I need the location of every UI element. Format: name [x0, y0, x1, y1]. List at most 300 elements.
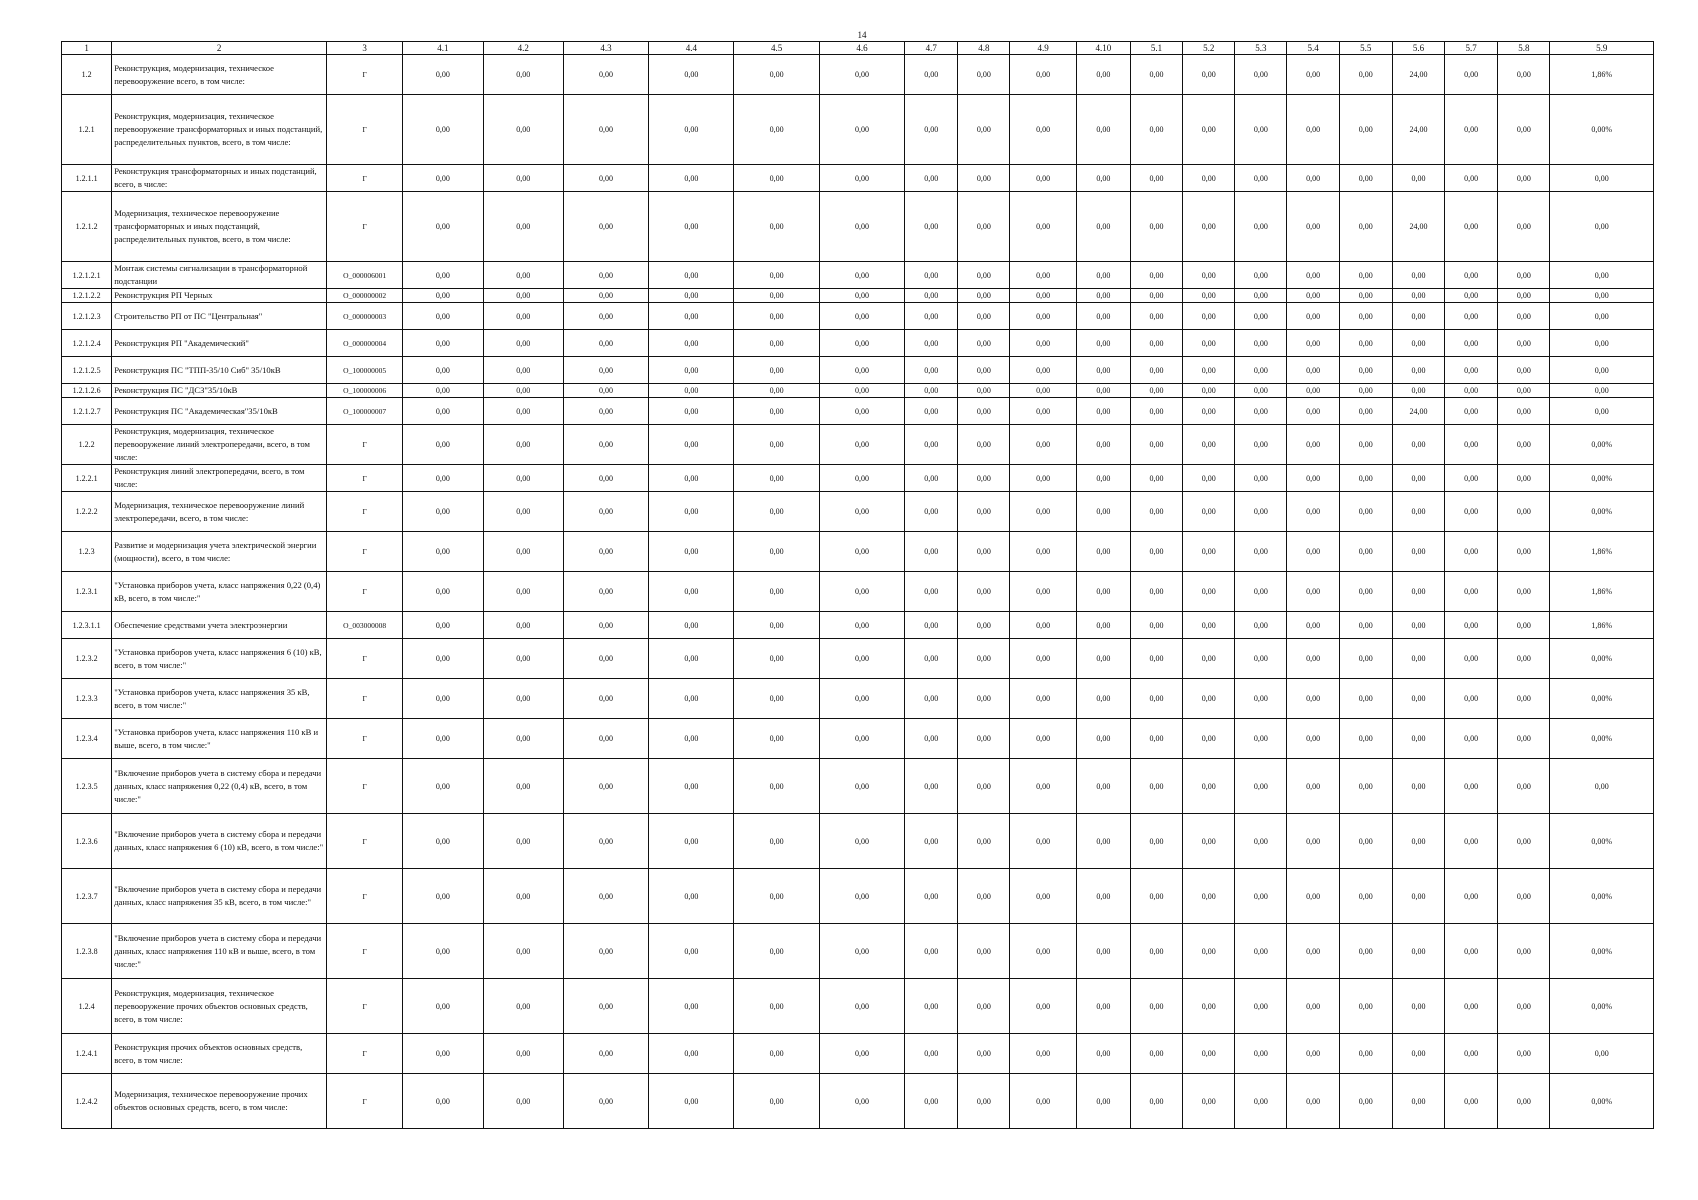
value-cell: 0,00	[563, 303, 648, 330]
row-number-cell: 1.2.1.2.4	[62, 330, 112, 357]
value-cell: 0,00	[649, 425, 734, 465]
row-code-cell: Г	[326, 639, 402, 679]
column-header: 1	[62, 42, 112, 55]
value-cell: 0,00	[483, 465, 563, 492]
row-number-cell: 1.2.3.2	[62, 639, 112, 679]
value-cell: 0,00	[1445, 289, 1498, 303]
value-cell: 0,00	[1010, 979, 1076, 1034]
value-cell: 0,00	[1235, 924, 1287, 979]
value-cell: 0,00	[1445, 192, 1498, 262]
value-cell: 0,00	[649, 924, 734, 979]
value-cell: 0,00	[1076, 814, 1130, 869]
value-cell: 0,00	[1287, 330, 1339, 357]
value-cell: 0,00	[649, 814, 734, 869]
value-cell: 0,00	[1076, 924, 1130, 979]
row-code-cell: О_100000007	[326, 398, 402, 425]
row-code-cell: О_000000003	[326, 303, 402, 330]
value-cell: 0,00	[819, 869, 904, 924]
value-cell: 0,00	[1445, 303, 1498, 330]
value-cell: 0,00	[1183, 759, 1235, 814]
value-cell: 0,00	[958, 357, 1010, 384]
row-name-cell: Модернизация, техническое перевооружение прочих объектов основных средств, всего, в том числе:	[112, 1074, 327, 1129]
value-cell: 0,00	[1445, 95, 1498, 165]
value-cell: 0,00	[483, 639, 563, 679]
value-cell: 0,00	[403, 357, 483, 384]
value-cell: 0,00	[1339, 814, 1392, 869]
value-cell: 0,00	[1130, 289, 1182, 303]
value-cell: 0,00	[1235, 465, 1287, 492]
row-code-cell: Г	[326, 165, 402, 192]
value-cell: 0,00	[1235, 719, 1287, 759]
value-cell: 0,00	[403, 330, 483, 357]
row-name-cell: Монтаж системы сигнализации в трансформаторной подстанции	[112, 262, 327, 289]
value-cell: 0,00	[1445, 165, 1498, 192]
value-cell: 0,00	[1130, 759, 1182, 814]
value-cell: 0,00	[1498, 869, 1550, 924]
value-cell: 0,00	[1130, 192, 1182, 262]
value-cell: 0,00	[905, 330, 958, 357]
value-cell: 0,00	[1010, 759, 1076, 814]
value-cell: 0,00	[483, 679, 563, 719]
value-cell: 0,00	[1235, 262, 1287, 289]
value-cell: 0,00	[819, 55, 904, 95]
value-cell: 0,00	[1235, 814, 1287, 869]
value-cell: 0,00	[734, 330, 819, 357]
row-code-cell: О_000000004	[326, 330, 402, 357]
row-code-cell: Г	[326, 759, 402, 814]
value-cell: 0,00	[403, 1074, 483, 1129]
value-cell: 0,00	[734, 384, 819, 398]
value-cell: 0,00	[563, 814, 648, 869]
value-cell: 0,00	[1183, 1034, 1235, 1074]
value-cell: 0,00	[563, 425, 648, 465]
value-cell: 0,00	[1287, 192, 1339, 262]
value-cell: 0,00	[1392, 869, 1444, 924]
row-number-cell: 1.2.1	[62, 95, 112, 165]
column-header: 4.2	[483, 42, 563, 55]
value-cell: 0,00	[819, 1034, 904, 1074]
value-cell: 0,00	[1550, 165, 1654, 192]
value-cell: 0,00	[1498, 55, 1550, 95]
value-cell: 0,00	[1076, 95, 1130, 165]
value-cell: 0,00	[1130, 612, 1182, 639]
value-cell: 0,00	[1498, 303, 1550, 330]
value-cell: 0,00	[403, 924, 483, 979]
value-cell: 0,00	[649, 165, 734, 192]
value-cell: 0,00	[905, 425, 958, 465]
value-cell: 0,00	[1287, 492, 1339, 532]
value-cell: 0,00	[958, 303, 1010, 330]
value-cell: 0,00	[1076, 612, 1130, 639]
value-cell: 0,00	[403, 303, 483, 330]
value-cell: 0,00	[1235, 289, 1287, 303]
value-cell: 0,00	[483, 979, 563, 1034]
value-cell: 0,00	[1130, 924, 1182, 979]
value-cell: 24,00	[1392, 95, 1444, 165]
value-cell: 0,00	[1498, 492, 1550, 532]
value-cell: 0,00	[1339, 869, 1392, 924]
value-cell: 0,00	[1183, 95, 1235, 165]
value-cell: 0,00	[563, 759, 648, 814]
value-cell: 0,00	[403, 262, 483, 289]
value-cell: 0,00	[1076, 262, 1130, 289]
value-cell: 0,00	[563, 55, 648, 95]
value-cell: 0,00	[905, 55, 958, 95]
value-cell: 0,00	[1287, 532, 1339, 572]
value-cell: 1,86%	[1550, 55, 1654, 95]
row-code-cell: О_100000005	[326, 357, 402, 384]
value-cell: 0,00	[1287, 869, 1339, 924]
column-header: 5.9	[1550, 42, 1654, 55]
value-cell: 0,00	[483, 303, 563, 330]
value-cell: 0,00	[1183, 55, 1235, 95]
value-cell: 0,00	[649, 95, 734, 165]
value-cell: 0,00	[958, 262, 1010, 289]
value-cell: 0,00	[958, 1034, 1010, 1074]
row-number-cell: 1.2.3.3	[62, 679, 112, 719]
value-cell: 0,00	[958, 759, 1010, 814]
row-number-cell: 1.2.4.1	[62, 1034, 112, 1074]
row-name-cell: Строительство РП от ПС "Центральная"	[112, 303, 327, 330]
value-cell: 0,00	[958, 679, 1010, 719]
row-code-cell: Г	[326, 55, 402, 95]
value-cell: 0,00	[1010, 55, 1076, 95]
value-cell: 0,00	[563, 192, 648, 262]
row-number-cell: 1.2.2.2	[62, 492, 112, 532]
value-cell: 0,00	[1445, 330, 1498, 357]
table-row	[62, 679, 1654, 719]
table-row	[62, 924, 1654, 979]
value-cell: 0,00	[1010, 192, 1076, 262]
value-cell: 0,00	[958, 719, 1010, 759]
row-number-cell: 1.2.1.2.6	[62, 384, 112, 398]
value-cell: 0,00	[958, 532, 1010, 572]
value-cell: 0,00	[819, 330, 904, 357]
value-cell: 0,00	[819, 492, 904, 532]
value-cell: 0,00	[905, 492, 958, 532]
value-cell: 0,00	[905, 262, 958, 289]
value-cell: 0,00	[1445, 814, 1498, 869]
row-number-cell: 1.2.2	[62, 425, 112, 465]
table-row	[62, 1034, 1654, 1074]
value-cell: 0,00	[1235, 869, 1287, 924]
row-name-cell: Реконструкция ПС "Академическая"35/10кВ	[112, 398, 327, 425]
value-cell: 0,00	[1287, 55, 1339, 95]
value-cell: 0,00	[1445, 55, 1498, 95]
value-cell: 0,00	[1445, 425, 1498, 465]
value-cell: 0,00	[1076, 192, 1130, 262]
row-name-cell: Реконструкция линий электропередачи, всего, в том числе:	[112, 465, 327, 492]
value-cell: 0,00	[819, 759, 904, 814]
value-cell: 0,00	[905, 398, 958, 425]
value-cell: 0,00	[1287, 814, 1339, 869]
value-cell: 0,00	[1235, 532, 1287, 572]
value-cell: 0,00	[1010, 303, 1076, 330]
value-cell: 0,00	[1392, 979, 1444, 1034]
value-cell: 0,00	[649, 719, 734, 759]
table-row	[62, 869, 1654, 924]
value-cell: 0,00	[1076, 1074, 1130, 1129]
value-cell: 0,00	[1076, 532, 1130, 572]
value-cell: 0,00	[1287, 639, 1339, 679]
row-number-cell: 1.2.1.2.7	[62, 398, 112, 425]
value-cell: 0,00	[1183, 719, 1235, 759]
value-cell: 0,00	[1076, 330, 1130, 357]
value-cell: 0,00	[483, 357, 563, 384]
value-cell: 0,00	[734, 532, 819, 572]
value-cell: 0,00	[1183, 357, 1235, 384]
value-cell: 0,00	[1498, 262, 1550, 289]
value-cell: 0,00	[1183, 869, 1235, 924]
row-name-cell: Реконструкция трансформаторных и иных подстанций, всего, в числе:	[112, 165, 327, 192]
value-cell: 0,00	[1130, 572, 1182, 612]
row-code-cell: Г	[326, 979, 402, 1034]
value-cell: 0,00	[1392, 289, 1444, 303]
value-cell: 0,00	[1287, 719, 1339, 759]
value-cell: 0,00	[1287, 289, 1339, 303]
value-cell: 0,00	[734, 192, 819, 262]
value-cell: 0,00	[1076, 357, 1130, 384]
value-cell: 0,00	[1498, 425, 1550, 465]
value-cell: 0,00	[905, 869, 958, 924]
value-cell: 0,00	[1498, 814, 1550, 869]
value-cell: 0,00	[1339, 924, 1392, 979]
value-cell: 0,00	[1445, 612, 1498, 639]
value-cell: 0,00	[563, 384, 648, 398]
value-cell: 0,00	[819, 639, 904, 679]
value-cell: 0,00	[403, 492, 483, 532]
value-cell: 0,00%	[1550, 869, 1654, 924]
row-name-cell: "Включение приборов учета в систему сбора и передачи данных, класс напряжения 35 кВ, всего, в том числе:"	[112, 869, 327, 924]
value-cell: 0,00	[403, 165, 483, 192]
row-name-cell: "Включение приборов учета в систему сбора и передачи данных, класс напряжения 6 (10) кВ, всего, в том числе:"	[112, 814, 327, 869]
value-cell: 0,00	[1130, 679, 1182, 719]
value-cell: 0,00	[1445, 1074, 1498, 1129]
value-cell: 0,00	[563, 1034, 648, 1074]
value-cell: 0,00	[403, 384, 483, 398]
value-cell: 0,00	[819, 612, 904, 639]
table-row	[62, 979, 1654, 1034]
value-cell: 0,00	[483, 814, 563, 869]
value-cell: 0,00	[1183, 465, 1235, 492]
value-cell: 0,00	[649, 330, 734, 357]
value-cell: 0,00	[1498, 572, 1550, 612]
value-cell: 0,00	[734, 425, 819, 465]
value-cell: 0,00	[483, 425, 563, 465]
value-cell: 0,00	[1010, 165, 1076, 192]
value-cell: 0,00	[734, 1034, 819, 1074]
value-cell: 0,00	[1076, 679, 1130, 719]
value-cell: 0,00	[1392, 572, 1444, 612]
table-row	[62, 492, 1654, 532]
row-name-cell: Реконструкция ПС "ДСЗ"35/10кВ	[112, 384, 327, 398]
row-name-cell: Реконструкция прочих объектов основных средств, всего, в том числе:	[112, 1034, 327, 1074]
table-row	[62, 262, 1654, 289]
value-cell: 0,00	[1445, 719, 1498, 759]
value-cell: 0,00	[1339, 492, 1392, 532]
value-cell: 0,00	[1445, 979, 1498, 1034]
value-cell: 0,00	[958, 924, 1010, 979]
investment-table	[61, 41, 1654, 1129]
value-cell: 0,00	[649, 289, 734, 303]
value-cell: 0,00	[1183, 262, 1235, 289]
row-number-cell: 1.2.2.1	[62, 465, 112, 492]
value-cell: 0,00	[1339, 759, 1392, 814]
value-cell: 0,00	[819, 1074, 904, 1129]
table-row	[62, 357, 1654, 384]
value-cell: 0,00	[1287, 759, 1339, 814]
value-cell: 0,00	[1339, 719, 1392, 759]
value-cell: 0,00	[1183, 639, 1235, 679]
value-cell: 24,00	[1392, 398, 1444, 425]
value-cell: 0,00	[1130, 384, 1182, 398]
value-cell: 0,00	[1010, 639, 1076, 679]
value-cell: 0,00	[819, 532, 904, 572]
value-cell: 0,00	[1445, 384, 1498, 398]
value-cell: 0,00	[403, 1034, 483, 1074]
value-cell: 0,00%	[1550, 719, 1654, 759]
column-header: 4.3	[563, 42, 648, 55]
value-cell: 0,00	[734, 869, 819, 924]
row-number-cell: 1.2.3.1	[62, 572, 112, 612]
value-cell: 0,00	[483, 192, 563, 262]
value-cell: 0,00	[819, 924, 904, 979]
value-cell: 0,00	[1010, 869, 1076, 924]
value-cell: 0,00	[1445, 532, 1498, 572]
value-cell: 0,00	[563, 95, 648, 165]
value-cell: 0,00	[905, 814, 958, 869]
value-cell: 0,00	[1235, 679, 1287, 719]
row-name-cell: Реконструкция, модернизация, техническое перевооружение всего, в том числе:	[112, 55, 327, 95]
value-cell: 0,00	[1183, 814, 1235, 869]
value-cell: 0,00	[483, 289, 563, 303]
value-cell: 0,00	[1183, 1074, 1235, 1129]
value-cell: 0,00	[1392, 465, 1444, 492]
column-header: 4.6	[819, 42, 904, 55]
value-cell: 0,00	[1010, 384, 1076, 398]
value-cell: 0,00	[1287, 165, 1339, 192]
value-cell: 0,00	[1392, 262, 1444, 289]
value-cell: 0,00	[1010, 262, 1076, 289]
row-code-cell: Г	[326, 719, 402, 759]
value-cell: 0,00	[905, 384, 958, 398]
table-row	[62, 384, 1654, 398]
row-code-cell: Г	[326, 572, 402, 612]
value-cell: 0,00	[1287, 1074, 1339, 1129]
value-cell: 0,00	[1550, 303, 1654, 330]
value-cell: 0,00	[1498, 1034, 1550, 1074]
value-cell: 0,00	[734, 492, 819, 532]
row-code-cell: Г	[326, 192, 402, 262]
value-cell: 0,00	[1183, 192, 1235, 262]
value-cell: 0,00	[1339, 262, 1392, 289]
value-cell: 0,00	[1498, 759, 1550, 814]
value-cell: 0,00	[1392, 679, 1444, 719]
value-cell: 0,00	[1235, 95, 1287, 165]
value-cell: 0,00	[563, 532, 648, 572]
value-cell: 0,00	[734, 55, 819, 95]
value-cell: 0,00	[1445, 398, 1498, 425]
value-cell: 0,00	[1076, 1034, 1130, 1074]
value-cell: 0,00	[403, 55, 483, 95]
column-header: 5.1	[1130, 42, 1182, 55]
value-cell: 0,00	[1183, 532, 1235, 572]
value-cell: 0,00	[563, 465, 648, 492]
table-row	[62, 55, 1654, 95]
value-cell: 0,00	[563, 165, 648, 192]
value-cell: 0,00	[1076, 55, 1130, 95]
value-cell: 0,00%	[1550, 1074, 1654, 1129]
value-cell: 0,00	[958, 1074, 1010, 1129]
value-cell: 0,00	[1339, 384, 1392, 398]
value-cell: 0,00	[1076, 303, 1130, 330]
value-cell: 0,00	[958, 612, 1010, 639]
value-cell: 0,00	[649, 262, 734, 289]
column-header: 5.8	[1498, 42, 1550, 55]
value-cell: 0,00	[1287, 465, 1339, 492]
value-cell: 0,00	[483, 95, 563, 165]
value-cell: 0,00	[1550, 262, 1654, 289]
value-cell: 0,00	[649, 465, 734, 492]
value-cell: 0,00%	[1550, 425, 1654, 465]
value-cell: 0,00	[563, 1074, 648, 1129]
value-cell: 0,00	[483, 759, 563, 814]
value-cell: 0,00	[1183, 303, 1235, 330]
row-number-cell: 1.2.4	[62, 979, 112, 1034]
row-number-cell: 1.2.3.5	[62, 759, 112, 814]
value-cell: 0,00	[905, 303, 958, 330]
value-cell: 0,00	[1339, 398, 1392, 425]
row-code-cell: О_100000006	[326, 384, 402, 398]
column-header: 4.8	[958, 42, 1010, 55]
value-cell: 0,00	[649, 303, 734, 330]
value-cell: 0,00	[819, 384, 904, 398]
value-cell: 0,00	[1498, 192, 1550, 262]
column-header: 5.5	[1339, 42, 1392, 55]
row-name-cell: Реконструкция, модернизация, техническое перевооружение трансформаторных и иных подстанций, распределительных пунктов, всего, в том числе:	[112, 95, 327, 165]
value-cell: 0,00	[649, 572, 734, 612]
value-cell: 0,00	[1498, 979, 1550, 1034]
value-cell: 0,00	[1445, 357, 1498, 384]
row-name-cell: Модернизация, техническое перевооружение трансформаторных и иных подстанций, распределительных пунктов, всего, в том числе:	[112, 192, 327, 262]
value-cell: 0,00	[1392, 759, 1444, 814]
value-cell: 0,00	[563, 492, 648, 532]
value-cell: 0,00	[563, 612, 648, 639]
value-cell: 0,00	[1235, 330, 1287, 357]
value-cell: 0,00	[403, 192, 483, 262]
value-cell: 0,00	[483, 1074, 563, 1129]
value-cell: 0,00	[1130, 465, 1182, 492]
value-cell: 0,00	[1550, 1034, 1654, 1074]
column-header: 5.7	[1445, 42, 1498, 55]
value-cell: 0,00	[1498, 639, 1550, 679]
value-cell: 0,00	[649, 192, 734, 262]
value-cell: 0,00	[483, 55, 563, 95]
row-code-cell: О_000000002	[326, 289, 402, 303]
row-name-cell: Реконструкция, модернизация, техническое перевооружение линий электропередачи, всего, в том числе:	[112, 425, 327, 465]
value-cell: 0,00	[1339, 303, 1392, 330]
table-row	[62, 289, 1654, 303]
value-cell: 0,00	[649, 55, 734, 95]
value-cell: 0,00	[958, 192, 1010, 262]
value-cell: 0,00	[905, 1074, 958, 1129]
value-cell: 0,00	[563, 262, 648, 289]
value-cell: 0,00	[483, 262, 563, 289]
value-cell: 0,00	[1498, 384, 1550, 398]
table-row	[62, 95, 1654, 165]
value-cell: 0,00	[1235, 165, 1287, 192]
value-cell: 0,00	[1076, 572, 1130, 612]
